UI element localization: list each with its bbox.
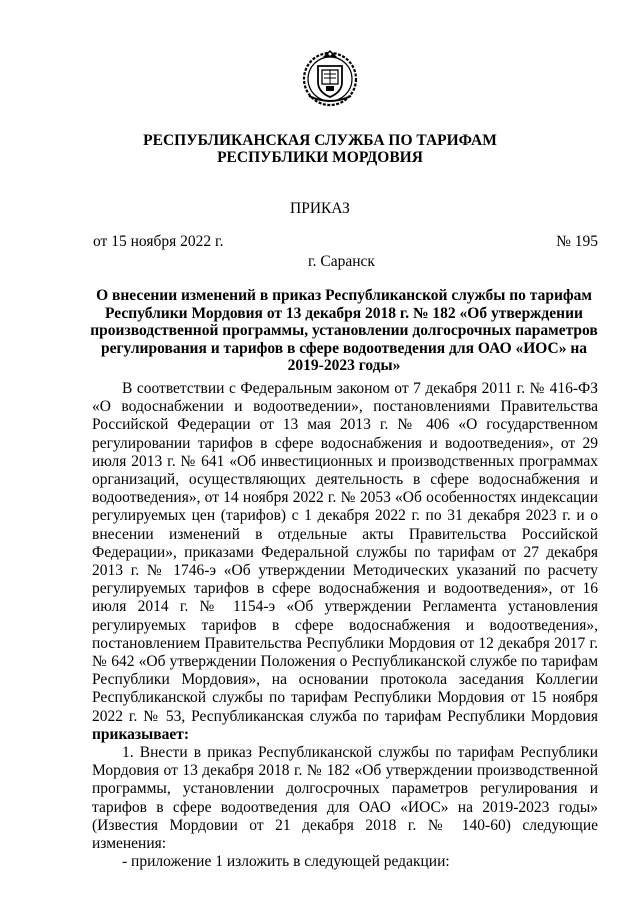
document-city: г. Саранск (308, 253, 375, 270)
item-1-paragraph: 1. Внести в приказ Республиканской службы по тарифам Республики Мордовия от 13 декабря 2018 г. № 182 «Об утверждении производственной программы, установлении долгосрочных параметров регулирования и тарифов в сфере водоотведения для ОАО «ИОС» на 2019-2023 годы» (Известия Мордовии от 21 декабря 2018 г. № 140-60) следующие изменения: (92, 744, 598, 853)
orders-word: приказывает: (92, 725, 190, 743)
organization-name-line2: РЕСПУБЛИКИ МОРДОВИЯ (217, 149, 423, 166)
organization-name-line1: РЕСПУБЛИКАНСКАЯ СЛУЖБА ПО ТАРИФАМ (143, 132, 497, 149)
document-number: № 195 (556, 233, 598, 250)
preamble-paragraph: В соответствии с Федеральным законом от 7 декабря 2011 г. № 416-ФЗ «О водоснабжении и водоотведении», постановлениями Правительства Российской Федерации от 13 мая 2013 г. № 406 «О государственном регулировании тарифов в сфере водоснабжения и водоотведения», от 29 июля 2013 г. № 641 «Об инвестиционных и производственных программах организаций, осуществляющих деятельность в сфере водоснабжения и водоотведения», от 14 ноября 2022 г. № 2053 «Об особенностях индексации регулируемых цен (тарифов) с 1 декабря 2022 г. по 31 декабря 2023 г. и о внесении изменений в отдельные акты Правительства Российской Федерации», приказами Федеральной службы по тарифам от 27 декабря 2013 г. № 1746-э «Об утверждении Методических указаний по расчету регулируемых тарифов в сфере водоснабжения и водоотведения», от 16 июля 2014 г. № 1154-э «Об утверждении Регламента установления регулируемых тарифов в сфере водоснабжения и водоотведения», постановлением Правительства Республики Мордовия от 12 декабря 2017 г. № 642 «Об утверждении Положения о Республиканской службе по тарифам Республики Мордовия», на основании протокола заседания Коллегии Республиканской службы по тарифам Республики Мордовия от 15 ноября 2022 г. № 53, Республиканская служба по тарифам Республики Мордовия приказывает: (92, 380, 598, 743)
document-date: от 15 ноября 2022 г. (93, 233, 224, 250)
document-title: О внесении изменений в приказ Республиканской службы по тарифам Республики Мордовия от 13 декабря 2018 г. № 182 «Об утверждении производственной программы, установлении долгосрочных параметров регулирования и тарифов в сфере водоотведения для ОАО «ИОС» на 2019-2023 годы» (90, 287, 598, 374)
coat-of-arms-icon (301, 48, 359, 108)
document-body (92, 380, 598, 871)
document-type: ПРИКАЗ (290, 200, 350, 217)
item-1-dash-paragraph: - приложение 1 изложить в следующей редакции: (122, 853, 450, 871)
